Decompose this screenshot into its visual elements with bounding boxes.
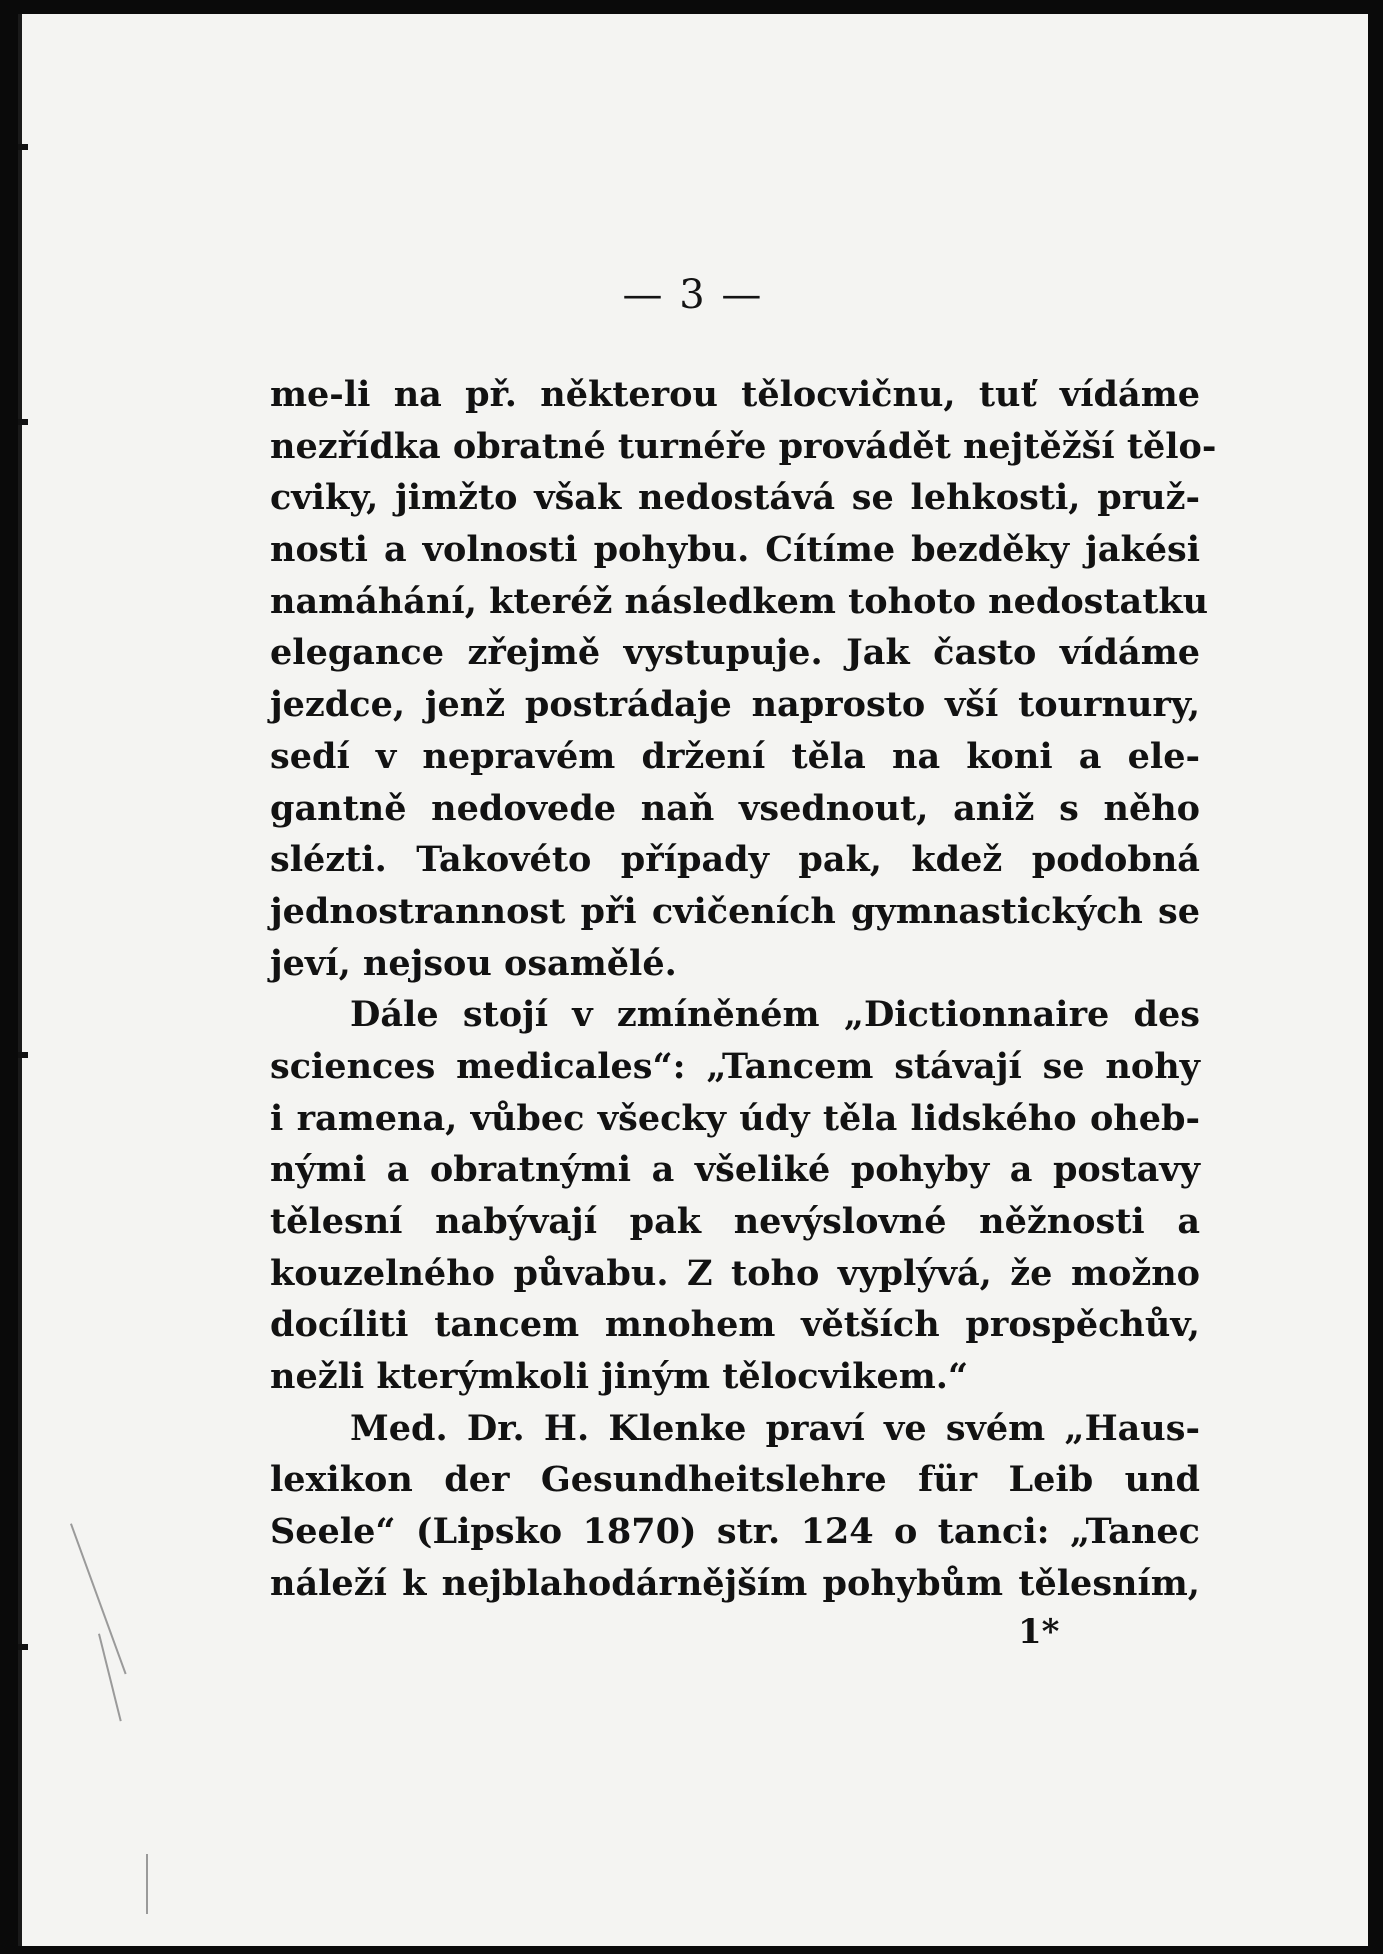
text-line: Dále stojí v zmíněném „Dictionnaire des	[350, 994, 1200, 1036]
scan-streak	[70, 1523, 127, 1674]
text-line: nými a obratnými a všeliké pohyby a postavy	[270, 1149, 1200, 1191]
binding-mark	[18, 1052, 28, 1058]
text-line: slézti. Takovéto případy pak, kdež podobná	[270, 839, 1200, 881]
scan-streak	[146, 1854, 148, 1914]
binding-mark	[18, 144, 28, 150]
text-line: nosti a volnosti pohybu. Cítíme bezděky jakési	[270, 529, 1200, 571]
text-line: me-li na př. některou tělocvičnu, tuť vídáme	[270, 374, 1200, 415]
text-line: Seele“ (Lipsko 1870) str. 124 o tanci: „Tanec	[270, 1511, 1200, 1553]
body-text	[270, 369, 1217, 1610]
binding-mark	[18, 1644, 28, 1650]
text-line: docíliti tancem mnohem větších prospěchův,	[270, 1304, 1200, 1346]
text-line: náleží k nejblahodárnějším pohybům tělesním,	[270, 1562, 1200, 1604]
text-line: gantně nedovede naň vsednout, aniž s něho	[270, 787, 1200, 829]
text-line: kouzelného půvabu. Z toho vyplývá, že možno	[270, 1252, 1200, 1294]
scanned-page	[18, 14, 1368, 1946]
scan-streak	[98, 1634, 122, 1722]
text-line: jeví, nejsou osamělé.	[270, 942, 677, 984]
text-line: tělesní nabývají pak nevýslovné něžnosti a	[270, 1201, 1200, 1242]
binding-mark	[18, 419, 28, 425]
text-line: lexikon der Gesundheitslehre für Leib und	[270, 1459, 1200, 1501]
page-number: — 3 —	[622, 272, 764, 318]
text-line: sciences medicales“: „Tancem stávají se nohy	[270, 1045, 1200, 1087]
text-line: jednostrannost při cvičeních gymnastických se	[270, 890, 1200, 932]
text-line: namáhání, kteréž následkem tohoto nedostatku	[270, 580, 1209, 622]
text-line: i ramena, vůbec všecky údy těla lidského oheb-	[270, 1097, 1200, 1139]
text-line: jezdce, jenž postrádaje naprosto vší tournury,	[270, 684, 1200, 726]
text-line: Med. Dr. H. Klenke praví ve svém „Haus-	[350, 1407, 1200, 1449]
text-line: cviky, jimžto však nedostává se lehkosti, pruž-	[270, 477, 1200, 519]
signature-mark: 1*	[1018, 1612, 1060, 1652]
text-line: elegance zřejmě vystupuje. Jak často vídáme	[270, 632, 1200, 674]
text-line: nežli kterýmkoli jiným tělocvikem.“	[270, 1356, 969, 1398]
text-line: sedí v nepravém držení těla na koni a ele-	[270, 735, 1200, 777]
text-line: nezřídka obratné turnéře provádět nejtěžší tělo-	[270, 425, 1217, 467]
